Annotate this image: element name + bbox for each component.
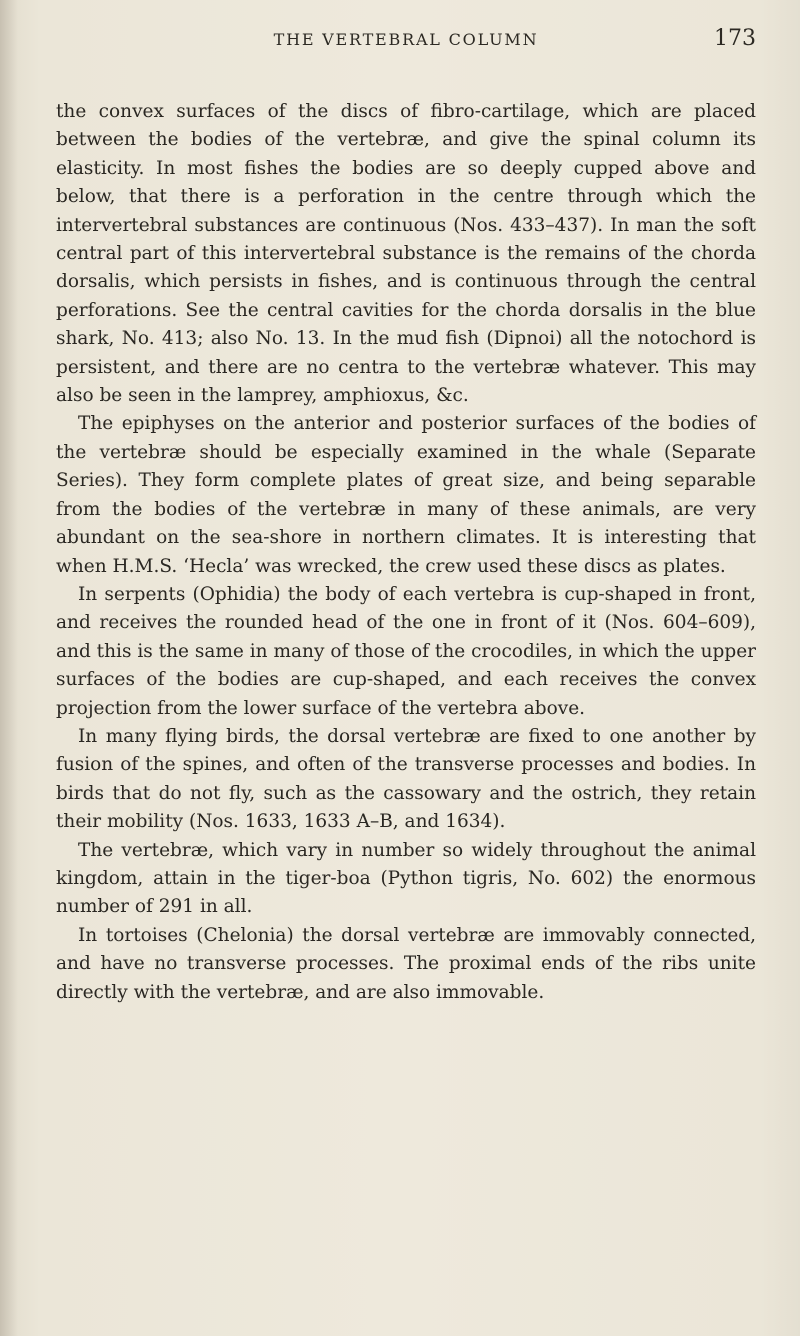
paragraph-vertebrae-number: The vertebræ, which vary in number so widely throughout the animal kingdom, attain in the tiger-boa (Python tigris, No. 602) the enormous number of 291 in all.: [56, 839, 756, 918]
page-gutter-shadow: [0, 0, 18, 1336]
paragraph-epiphyses: The epiphyses on the anterior and posterior surfaces of the bodies of the vertebræ should be especially examined in the whale (Separate Series). They form complete plates of great size, and being separable from the bodies of the vertebræ in many of these animals, are very abundant on the sea-shore in northern climates. It is interesting that when H.M.S. ‘Hecla’ was wrecked, the crew used these discs as plates.: [56, 413, 756, 577]
running-head: [56, 26, 756, 70]
paragraph-serpents: In serpents (Ophidia) the body of each vertebra is cup-shaped in front, and receives the rounded head of the one in front of it (Nos. 604–609), and this is the same in many of those of the crocodiles, in which the upper surfaces of the bodies are cup-shaped, and each receives the convex projection from the lower surface of the vertebra above.: [56, 583, 756, 719]
paragraph-tortoises: In tortoises (Chelonia) the dorsal vertebræ are immovably connected, and have no transverse processes. The proximal ends of the ribs unite directly with the vertebræ, and are also immovable.: [56, 924, 756, 1003]
body-text: [56, 98, 756, 1007]
running-title: THE VERTEBRAL COLUMN: [273, 30, 539, 49]
paragraph-birds: In many flying birds, the dorsal vertebræ are fixed to one another by fusion of the spines, and often of the transverse processes and bodies. In birds that do not fly, such as the cassowary and the ostrich, they retain their mobility (Nos. 1633, 1633 A–B, and 1634).: [56, 725, 756, 833]
paragraph-intervertebral-discs: the convex surfaces of the discs of fibro-cartilage, which are placed between the bodies of the vertebræ, and give the spinal column its elasticity. In most fishes the bodies are so deeply cupped above and below, that there is a perforation in the centre through which the intervertebral substances are continuous (Nos. 433–437). In man the soft central part of this intervertebral substance is the remains of the chorda dorsalis, which persists in fishes, and is continuous through the central perforations. See the central cavities for the chorda dorsalis in the blue shark, No. 413; also No. 13. In the mud fish (Dipnoi) all the notochord is persistent, and there are no centra to the vertebræ whatever. This may also be seen in the lamprey, amphioxus, &c.: [56, 101, 756, 407]
page-number: 173: [714, 26, 756, 51]
